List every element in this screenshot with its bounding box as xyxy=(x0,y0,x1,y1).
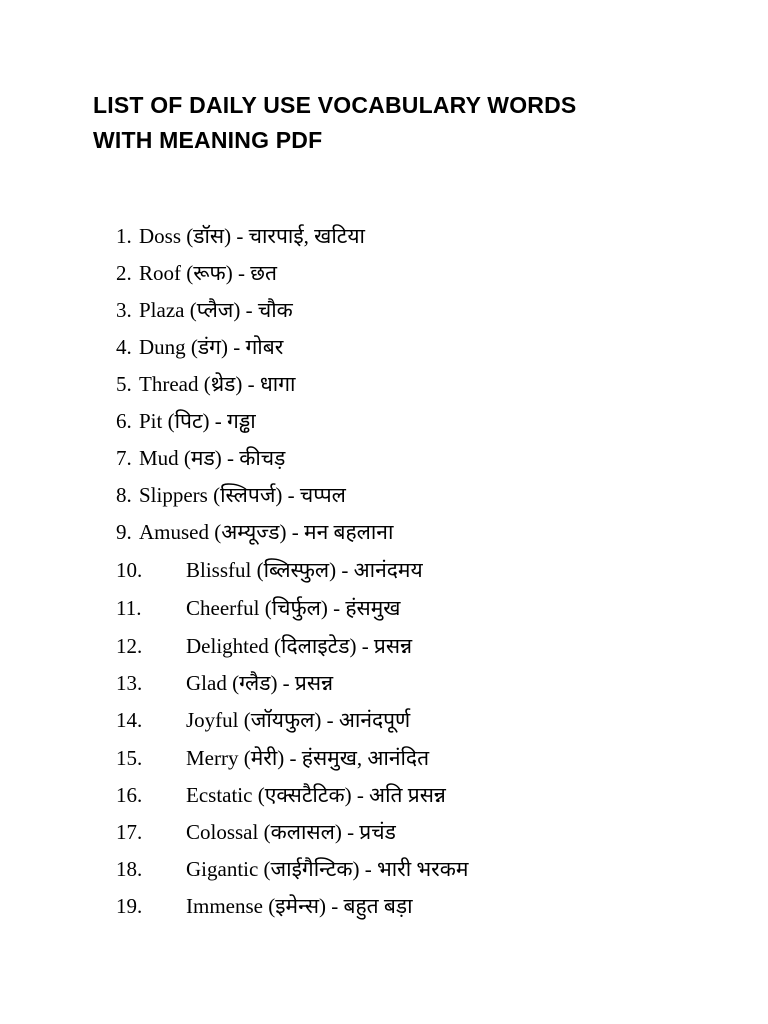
item-text: Gigantic (जाईगैन्टिक) - भारी भरकम xyxy=(186,857,469,881)
list-item xyxy=(0,702,700,738)
item-text: Doss (डॉस) - चारपाई, खटिया xyxy=(139,224,365,248)
item-text: Pit (पिट) - गड्ढा xyxy=(139,409,256,433)
list-item xyxy=(0,851,700,887)
title-line-1: LIST OF DAILY USE VOCABULARY WORDS xyxy=(93,92,577,118)
item-text: Slippers (स्लिपर्ज) - चप्पल xyxy=(139,483,346,507)
item-number: 15. xyxy=(116,746,143,770)
page-title xyxy=(93,88,733,158)
item-text: Blissful (ब्लिस्फुल) - आनंदमय xyxy=(186,558,423,582)
item-number: 12. xyxy=(116,634,143,658)
item-number: 7. xyxy=(116,446,132,470)
item-number: 9. xyxy=(116,520,132,544)
list-item xyxy=(0,740,700,776)
item-number: 8. xyxy=(116,483,132,507)
item-text: Cheerful (चिर्फुल) - हंसमुख xyxy=(186,596,401,620)
list-item xyxy=(0,440,700,476)
list-item xyxy=(0,814,700,850)
item-number: 3. xyxy=(116,298,132,322)
item-number: 5. xyxy=(116,372,132,396)
item-text: Mud (मड) - कीचड़ xyxy=(139,446,286,470)
item-number: 19. xyxy=(116,894,143,918)
list-item xyxy=(0,628,700,664)
item-text: Dung (डंग) - गोबर xyxy=(139,335,284,359)
item-number: 10. xyxy=(116,558,143,582)
item-number: 6. xyxy=(116,409,132,433)
item-number: 13. xyxy=(116,671,143,695)
item-text: Thread (थ्रेड) - धागा xyxy=(139,372,296,396)
item-number: 18. xyxy=(116,857,143,881)
list-item xyxy=(0,366,700,402)
list-item xyxy=(0,477,700,513)
item-text: Plaza (प्लैज) - चौक xyxy=(139,298,293,322)
item-text: Ecstatic (एक्सटैटिक) - अति प्रसन्न xyxy=(186,783,446,807)
item-number: 4. xyxy=(116,335,132,359)
item-number: 1. xyxy=(116,224,132,248)
item-text: Joyful (जॉयफुल) - आनंदपूर्ण xyxy=(186,708,411,732)
item-text: Roof (रूफ) - छत xyxy=(139,261,277,285)
item-text: Colossal (कलासल) - प्रचंड xyxy=(186,820,396,844)
list-item xyxy=(0,255,700,291)
list-item xyxy=(0,888,700,924)
list-item xyxy=(0,292,700,328)
item-text: Amused (अम्यूज्ड) - मन बहलाना xyxy=(139,520,394,544)
item-number: 2. xyxy=(116,261,132,285)
title-line-2: WITH MEANING PDF xyxy=(93,127,323,153)
list-item xyxy=(0,777,700,813)
item-text: Delighted (दिलाइटेड) - प्रसन्न xyxy=(186,634,413,658)
list-item xyxy=(0,514,700,550)
list-item xyxy=(0,218,700,254)
item-number: 11. xyxy=(116,596,142,620)
item-text: Merry (मेरी) - हंसमुख, आनंदित xyxy=(186,746,430,770)
list-item xyxy=(0,665,700,701)
item-number: 17. xyxy=(116,820,143,844)
list-item xyxy=(0,329,700,365)
item-number: 16. xyxy=(116,783,143,807)
item-text: Glad (ग्लैड) - प्रसन्न xyxy=(186,671,334,695)
item-number: 14. xyxy=(116,708,143,732)
list-item xyxy=(0,590,700,626)
list-item xyxy=(0,552,700,588)
list-item xyxy=(0,403,700,439)
item-text: Immense (इमेन्स) - बहुत बड़ा xyxy=(186,894,413,918)
